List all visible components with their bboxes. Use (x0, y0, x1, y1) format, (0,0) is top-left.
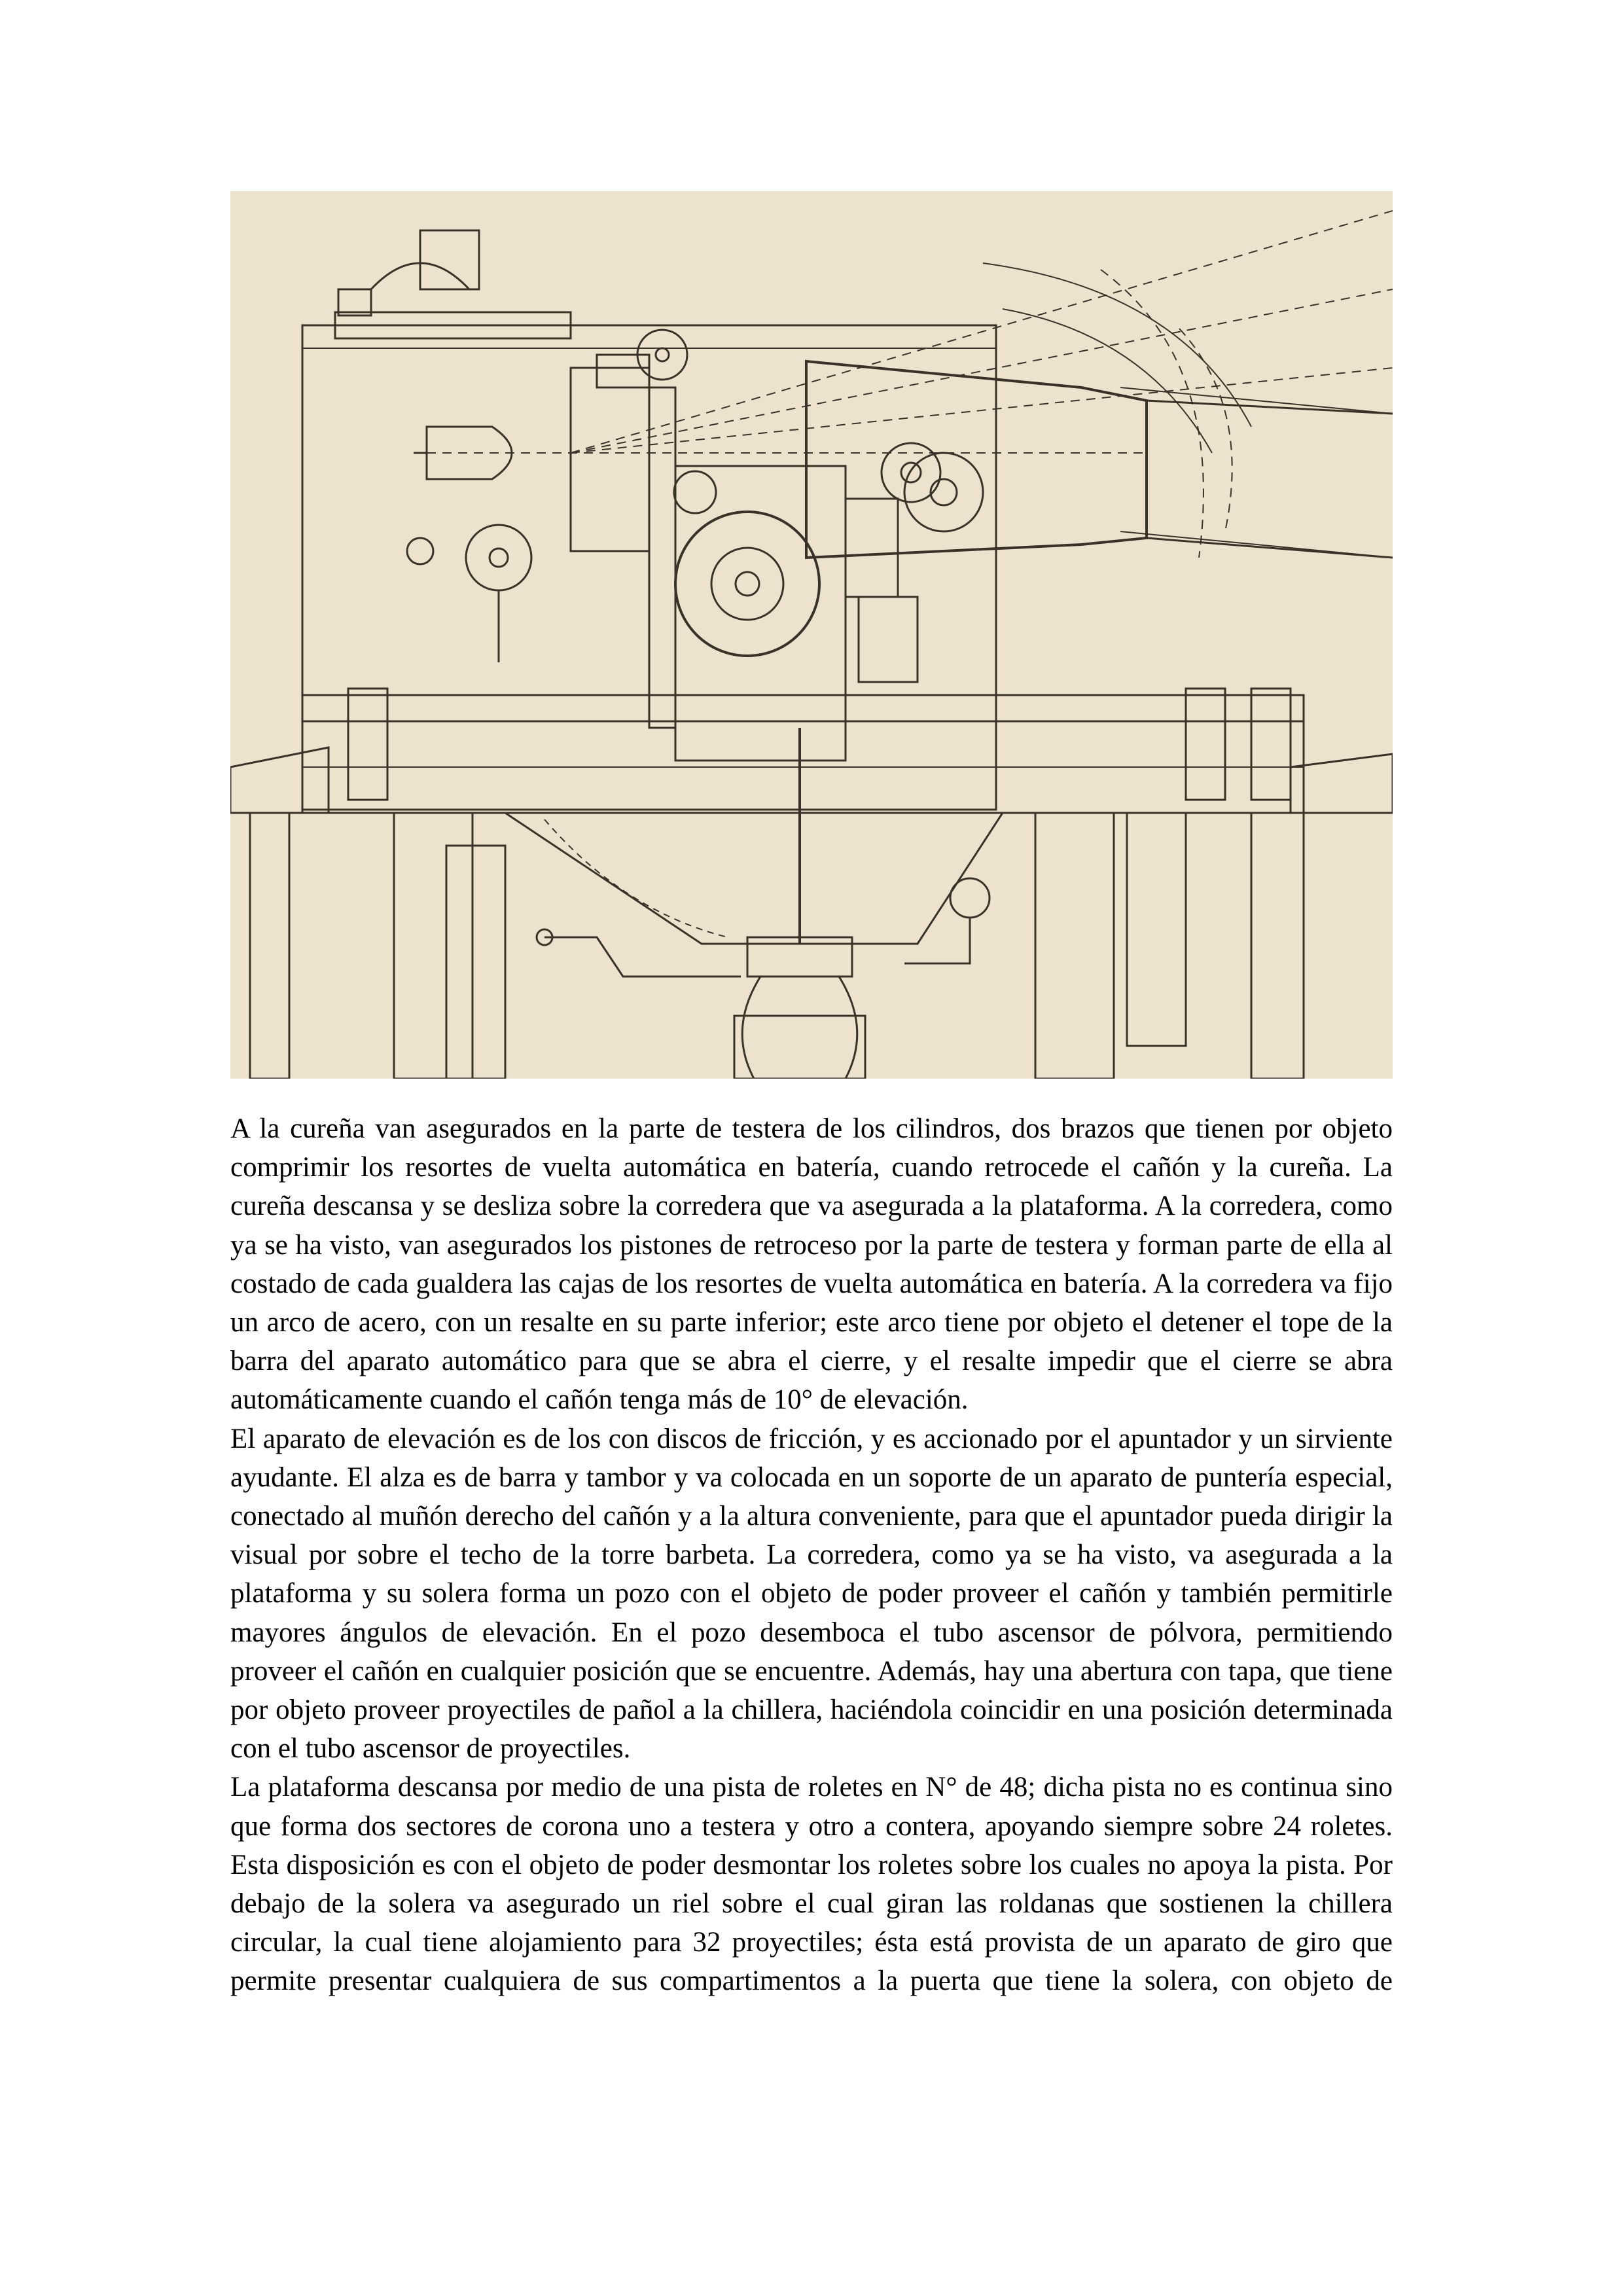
technical-drawing-figure (230, 191, 1393, 1079)
paragraph-3: La plataforma descansa por medio de una pista de roletes en N° de 48; dicha pista no es continua sino que forma dos sectores de corona uno a testera y otro a contera, apoyando siempre sobre 24 roletes. Esta disposición es con el objeto de poder desmontar los roletes sobre los cuales no apoya la pista. Por debajo de la solera va asegurado un riel sobre el cual giran las roldanas que sostienen la chillera circular, la cual tiene alojamiento para 32 proyectiles; ésta está provista de un aparato de giro que permite presentar cualquiera de sus compartimentos a la puerta que tiene la solera, con objeto de (230, 1772, 1393, 1997)
body-text (230, 1109, 1393, 2001)
gun-turret-drawing-icon (230, 191, 1393, 1079)
paragraph-1: A la cureña van asegurados en la parte de testera de los cilindros, dos brazos que tienen por objeto comprimir los resortes de vuelta automática en batería, cuando retrocede el cañón y la cureña. La cureña descansa y se desliza sobre la corredera que va asegurada a la plataforma. A la corredera, como ya se ha visto, van asegurados los pistones de retroceso por la parte de testera y forman parte de ella al costado de cada gualdera las cajas de los resortes de vuelta automática en batería. A la corredera va fijo un arco de acero, con un resalte en su parte inferior; este arco tiene por objeto el detener el tope de la barra del aparato automático para que se abra el cierre, y el resalte impedir que el cierre se abra automáticamente cuando el cañón tenga más de 10° de elevación. (230, 1113, 1393, 1416)
paragraph-2: El aparato de elevación es de los con discos de fricción, y es accionado por el apuntador y un sirviente ayudante. El alza es de barra y tambor y va colocada en un soporte de un aparato de puntería especial, conectado al muñón derecho del cañón y a la altura conveniente, para que el apuntador pueda dirigir la visual por sobre el techo de la torre barbeta. La corredera, como ya se ha visto, va asegurada a la plataforma y su solera forma un pozo con el objeto de poder proveer el cañón y también permitirle mayores ángulos de elevación. En el pozo desemboca el tubo ascensor de pólvora, permitiendo proveer el cañón en cualquier posición que se encuentre. Además, hay una abertura con tapa, que tiene por objeto proveer proyectiles de pañol a la chillera, haciéndola coincidir en una posición determinada con el tubo ascensor de proyectiles. (230, 1423, 1393, 1765)
